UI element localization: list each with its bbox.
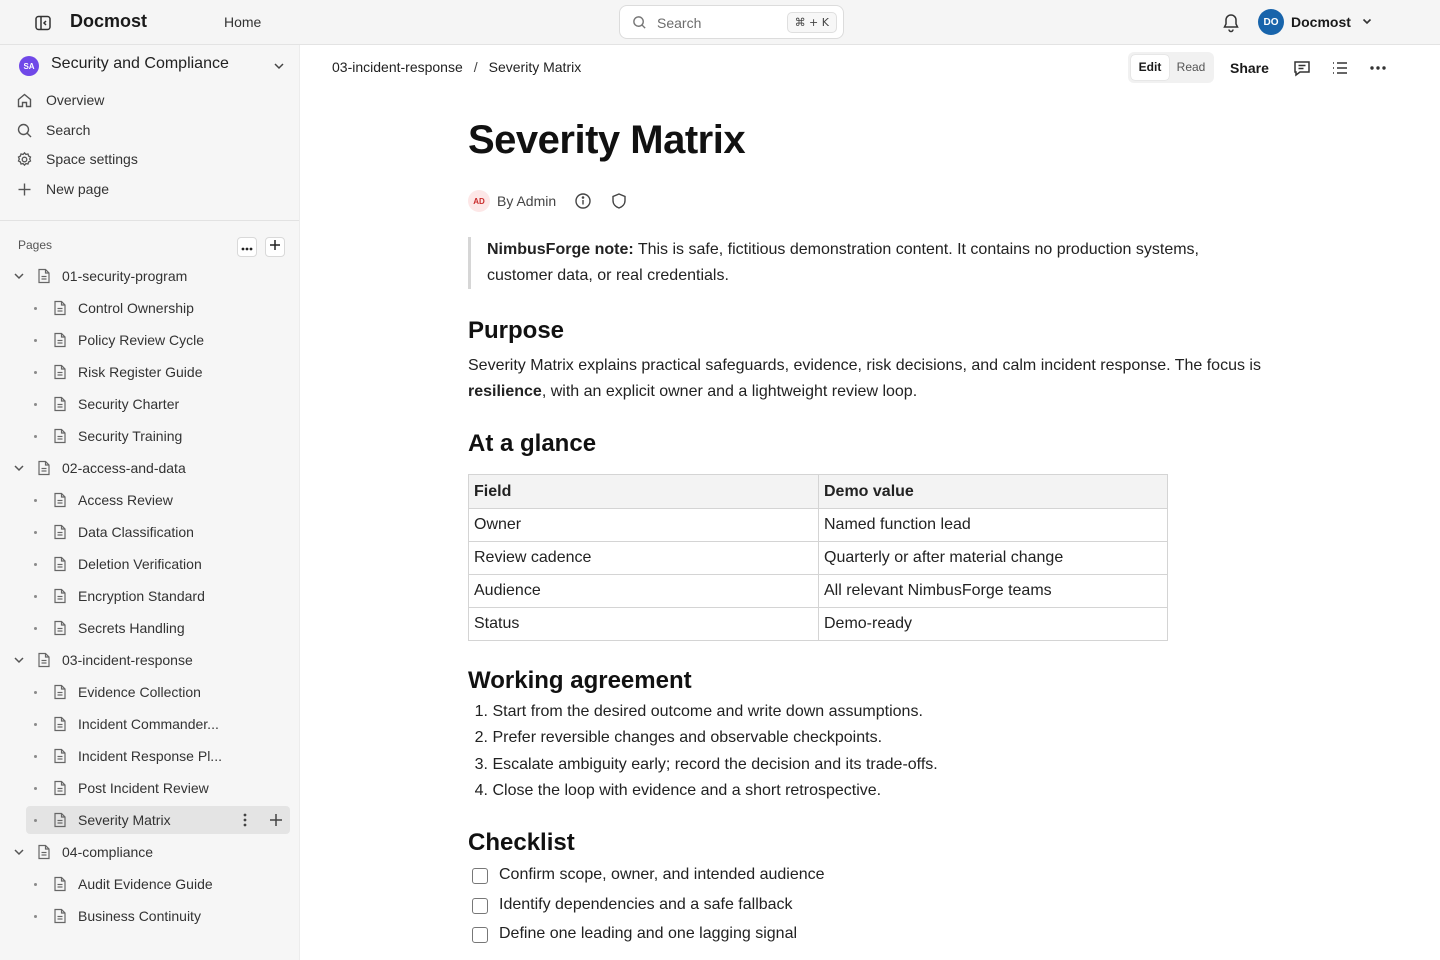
sidebar-item-label: Search [46, 122, 91, 138]
gear-icon [16, 151, 33, 168]
tree-item-label: Access Review [78, 492, 173, 508]
tree-bullet [34, 915, 37, 918]
table-row [469, 608, 1168, 641]
sidebar-item-new-page[interactable] [10, 175, 290, 203]
share-button[interactable]: Share [1230, 60, 1269, 76]
edit-mode-button[interactable]: Edit [1131, 55, 1169, 80]
breadcrumb-separator: / [473, 59, 478, 75]
tree-item-label: Evidence Collection [78, 684, 201, 700]
tree-page-item[interactable] [0, 294, 300, 322]
purpose-text: , with an explicit owner and a lightweight review loop. [541, 383, 918, 400]
document-icon [53, 780, 67, 801]
list-number: 1. [474, 703, 488, 720]
list-item-text: Close the loop with evidence and a short retrospective. [492, 781, 882, 799]
document-icon [53, 876, 67, 897]
document-icon [37, 268, 51, 289]
list-item[interactable] [468, 699, 1268, 725]
table-cell[interactable]: Owner [469, 509, 819, 542]
main-content [301, 45, 1440, 960]
document-icon [37, 844, 51, 865]
sidebar-item-label: New page [46, 181, 110, 197]
document-icon [53, 620, 67, 641]
space-selector[interactable] [10, 52, 292, 82]
heading-working-agreement[interactable]: Working agreement [468, 667, 692, 694]
purpose-text: Severity Matrix explains practical safeguards, evidence, risk decisions, and calm incident response. The focus is [468, 357, 1261, 374]
document-icon [53, 588, 67, 609]
home-link[interactable]: Home [224, 14, 262, 30]
breadcrumb-item[interactable]: 03-incident-response [332, 59, 463, 75]
sidebar-item-overview[interactable] [10, 86, 290, 114]
callout-note[interactable] [468, 237, 1268, 289]
tree-item-label: 01-security-program [62, 268, 188, 284]
tree-page-item[interactable] [0, 710, 300, 738]
tree-page-item[interactable] [0, 582, 300, 610]
sidebar-item-label: Overview [46, 92, 105, 108]
table-cell[interactable]: Review cadence [469, 542, 819, 575]
tree-item-label: Business Continuity [78, 908, 201, 924]
tree-folder-item[interactable] [0, 838, 300, 866]
user-name: Docmost [1291, 14, 1351, 30]
tree-item-label: Control Ownership [78, 300, 194, 316]
sidebar-item-space-settings[interactable] [10, 145, 290, 173]
tree-item-label: Deletion Verification [78, 556, 202, 572]
document-icon [53, 300, 67, 321]
breadcrumb [332, 59, 581, 75]
tree-bullet [34, 307, 37, 310]
tree-folder-item[interactable] [0, 454, 300, 482]
pages-section-title: Pages [18, 238, 53, 252]
table-header-cell[interactable]: Field [469, 475, 819, 509]
tree-bullet [34, 787, 37, 790]
tree-item-label: Risk Register Guide [78, 364, 203, 380]
checkbox[interactable] [472, 898, 488, 914]
tree-page-item[interactable] [0, 550, 300, 578]
tree-item-label: Encryption Standard [78, 588, 205, 604]
tree-bullet [34, 531, 37, 534]
plus-icon [269, 238, 281, 256]
checklist-item-text[interactable]: Define one leading and one lagging signal [499, 925, 798, 942]
checklist-item-text[interactable]: Identify dependencies and a safe fallback [499, 895, 793, 913]
chevron-down-icon[interactable] [12, 269, 26, 288]
callout-bold: NimbusForge note: [487, 241, 634, 258]
checklist-item-text[interactable]: Confirm scope, owner, and intended audience [499, 866, 825, 883]
tree-page-item[interactable] [0, 902, 300, 930]
breadcrumb-item[interactable]: Severity Matrix [488, 59, 582, 75]
document-icon [53, 812, 67, 833]
purpose-emphasis: resilience [468, 383, 542, 400]
tree-page-item[interactable] [26, 806, 290, 834]
tree-bullet [34, 595, 37, 598]
tree-bullet [34, 371, 37, 374]
home-icon [16, 92, 33, 109]
tree-page-item[interactable] [0, 390, 300, 418]
top-header [0, 0, 1440, 45]
tree-item-label: Security Training [78, 428, 183, 444]
tree-bullet [34, 563, 37, 566]
callout-text: This is safe, fictitious demonstration content. It contains no production systems, customer data, or real credentials. [487, 241, 1199, 284]
list-item-text: Prefer reversible changes and observable checkpoints. [492, 729, 883, 747]
heading-checklist[interactable]: Checklist [468, 829, 575, 856]
table-cell[interactable]: Demo-ready [819, 608, 1168, 641]
tree-item-label: 04-compliance [62, 844, 154, 860]
list-number: 2. [474, 729, 488, 747]
table-cell[interactable]: Quarterly or after material change [819, 542, 1168, 575]
tree-bullet [34, 435, 37, 438]
user-avatar: DO [1258, 9, 1284, 35]
search-label: Search [657, 15, 702, 31]
tree-page-item[interactable] [0, 422, 300, 450]
document-icon [53, 716, 67, 737]
search-button[interactable] [619, 5, 844, 39]
tree-item-label: Incident Response Pl... [78, 748, 222, 764]
tree-item-label: Secrets Handling [78, 620, 185, 636]
tree-bullet [34, 627, 37, 630]
space-name: Security and Compliance [51, 55, 229, 72]
document-icon [53, 364, 67, 385]
pages-more-button[interactable] [237, 237, 257, 257]
tree-page-item[interactable] [0, 518, 300, 546]
table-cell[interactable]: Audience [469, 575, 819, 608]
table-cell[interactable]: Status [469, 608, 819, 641]
tree-page-item[interactable] [0, 326, 300, 354]
more-options-icon[interactable] [1368, 58, 1388, 78]
checkbox[interactable] [472, 868, 488, 884]
edit-read-toggle [1128, 52, 1214, 83]
tree-item-label: Data Classification [78, 524, 194, 540]
sidebar-item-search[interactable] [10, 116, 290, 144]
notifications-bell-icon[interactable] [1221, 11, 1241, 33]
sidebar-toggle-icon[interactable] [32, 12, 54, 34]
working-agreement-list [468, 699, 1268, 804]
document-icon [53, 684, 67, 705]
document-icon [53, 556, 67, 577]
search-icon [632, 15, 647, 35]
tree-page-item[interactable] [0, 358, 300, 386]
tree-page-item[interactable] [0, 774, 300, 802]
comments-icon[interactable] [1292, 58, 1312, 78]
list-item[interactable] [468, 778, 1268, 804]
tree-folder-item[interactable] [0, 646, 300, 674]
table-cell[interactable]: All relevant NimbusForge teams [819, 575, 1168, 608]
list-item[interactable] [468, 725, 1268, 751]
add-page-button[interactable] [265, 237, 285, 257]
heading-at-a-glance[interactable]: At a glance [468, 430, 597, 457]
plus-icon [16, 181, 33, 198]
tree-page-item[interactable] [0, 870, 300, 898]
checklist-item [468, 893, 1268, 923]
tree-bullet [34, 723, 37, 726]
checklist-item [468, 922, 1268, 952]
read-mode-button[interactable]: Read [1176, 60, 1206, 74]
checklist [468, 863, 1268, 952]
tree-item-label: Audit Evidence Guide [78, 876, 213, 892]
document-icon [37, 652, 51, 673]
tree-page-item[interactable] [0, 742, 300, 770]
tree-bullet [34, 819, 37, 822]
document-icon [53, 748, 67, 769]
at-a-glance-table[interactable] [468, 474, 1168, 641]
tree-item-label: Severity Matrix [78, 812, 171, 828]
table-of-contents-icon[interactable] [1330, 58, 1350, 78]
checklist-item [468, 863, 1268, 893]
table-row [469, 542, 1168, 575]
author-byline: By Admin [497, 193, 557, 209]
more-horizontal-icon [241, 238, 253, 256]
tree-item-label: 03-incident-response [62, 652, 193, 668]
author-avatar: AD [468, 190, 490, 212]
list-item[interactable] [468, 752, 1268, 778]
table-header-row [469, 475, 1168, 509]
table-cell[interactable]: Named function lead [819, 509, 1168, 542]
heading-purpose[interactable]: Purpose [468, 317, 565, 344]
table-header-cell[interactable]: Demo value [819, 475, 1168, 509]
tree-bullet [34, 403, 37, 406]
tree-bullet [34, 499, 37, 502]
chevron-down-icon[interactable] [12, 653, 26, 672]
tree-page-item[interactable] [0, 486, 300, 514]
document-icon [53, 428, 67, 449]
search-icon [16, 122, 33, 139]
tree-bullet [34, 339, 37, 342]
user-menu[interactable] [1258, 9, 1373, 35]
tree-folder-item[interactable] [0, 262, 300, 290]
more-vertical-icon[interactable] [236, 811, 254, 834]
info-icon[interactable] [574, 192, 592, 210]
tree-bullet [34, 883, 37, 886]
table-row [469, 509, 1168, 542]
tree-item-label: Security Charter [78, 396, 180, 412]
document-icon [53, 396, 67, 417]
tree-item-label: 02-access-and-data [62, 460, 186, 476]
list-item-text: Escalate ambiguity early; record the decision and its trade-offs. [492, 755, 938, 773]
chevron-down-icon [1361, 14, 1373, 32]
search-shortcut: ⌘ + K [787, 12, 837, 33]
page-title[interactable]: Severity Matrix [468, 118, 746, 162]
document-icon [53, 332, 67, 353]
checkbox[interactable] [472, 927, 488, 943]
space-avatar: SA [19, 56, 39, 76]
tree-bullet [34, 755, 37, 758]
shield-icon[interactable] [610, 192, 628, 210]
list-number: 3. [474, 755, 488, 773]
document-icon [37, 460, 51, 481]
chevron-down-icon[interactable] [12, 845, 26, 864]
sidebar-divider [0, 220, 300, 221]
app-brand[interactable]: Docmost [70, 11, 148, 31]
chevron-down-icon[interactable] [12, 461, 26, 480]
tree-page-item[interactable] [0, 678, 300, 706]
list-item-text: Start from the desired outcome and write down assumptions. [492, 703, 923, 720]
plus-icon[interactable] [268, 812, 284, 833]
sidebar [0, 45, 300, 960]
byline [468, 190, 628, 212]
document-icon [53, 524, 67, 545]
chevron-down-icon [272, 59, 286, 78]
tree-page-item[interactable] [0, 614, 300, 642]
tree-item-label: Policy Review Cycle [78, 332, 205, 348]
sidebar-item-label: Space settings [46, 151, 138, 167]
list-number: 4. [474, 781, 488, 799]
purpose-paragraph[interactable] [468, 353, 1268, 405]
table-row [469, 575, 1168, 608]
tree-item-label: Incident Commander... [78, 716, 219, 732]
tree-item-label: Post Incident Review [78, 780, 209, 796]
document-icon [53, 908, 67, 929]
tree-bullet [34, 691, 37, 694]
document-icon [53, 492, 67, 513]
